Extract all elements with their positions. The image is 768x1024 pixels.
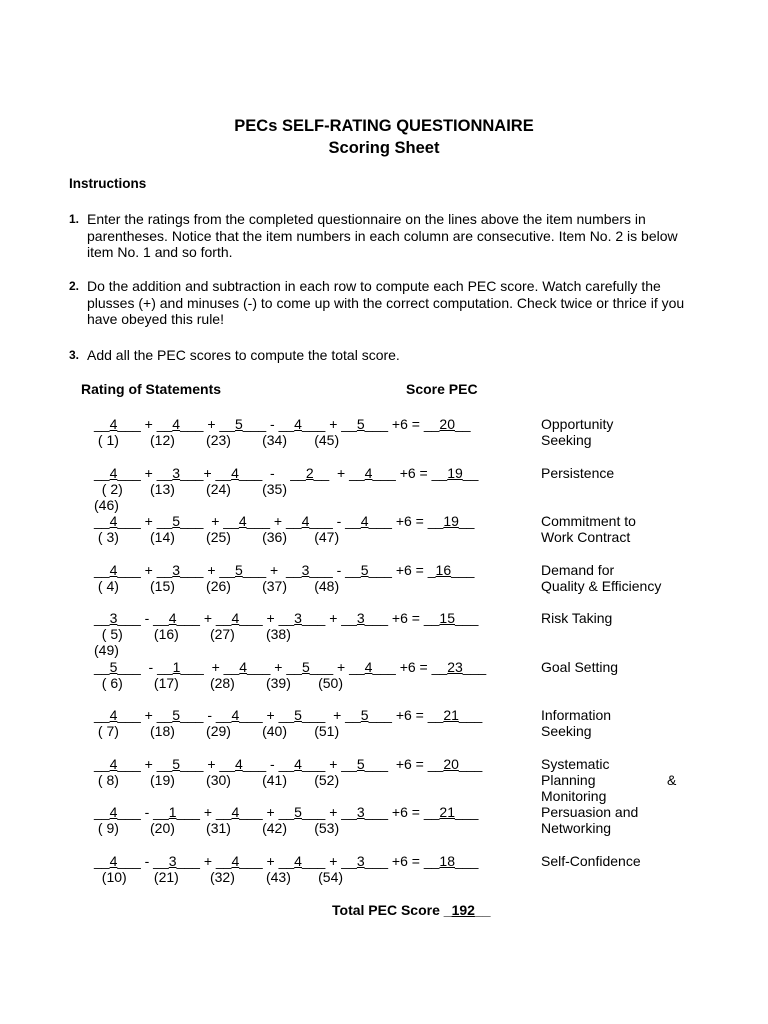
total-pec-score: Total PEC Score _192__ [332, 902, 491, 918]
page-subtitle: Scoring Sheet [328, 139, 440, 157]
pec-label: Persuasion and Networking [541, 804, 639, 836]
rating-row: __4___ - __3___ + __4___ + __4___ + __3___ +6 = __18___ [94, 853, 479, 869]
pec-label: Goal Setting [541, 659, 619, 675]
rating-row: __4___ + __4___ + __5___ - __4___ + __5___ +6 = __20__ [94, 416, 471, 432]
item-numbers: ( 7) (18) (29) (40) (51) [97, 723, 340, 739]
rating-row: __4___ + __5___ + __4___ + __4___ - __4___ +6 = __19__ [94, 513, 475, 529]
item-numbers: ( 3) (14) (25) (36) (47) [97, 529, 340, 545]
rating-row: __4___ - __1___ + __4___ + __5___ + __3___ +6 = __21___ [94, 804, 479, 820]
rating-row: __4___ + __3___ + __5___ + __3___ - __5___ +6 = _16___ [94, 562, 475, 578]
item-number-wrapped: (49) [94, 642, 119, 658]
instruction-text: Enter the ratings from the completed questionnaire on the lines above the item numbers in parentheses. Notice that the item numbers in each column are consecutive. Item No. 2 is below item No. 1 and so forth. [87, 211, 678, 261]
instruction-number: 3. [69, 348, 80, 362]
rating-row: __4___ + __5___ - __4___ + __5___ + __5___ +6 = __21___ [94, 707, 483, 723]
item-numbers: ( 5) (16) (27) (38) [101, 626, 291, 642]
item-numbers: ( 8) (19) (30) (41) (52) [97, 772, 340, 788]
item-numbers: ( 2) (13) (24) (35) [101, 481, 287, 497]
pec-label: Self-Confidence [541, 853, 641, 869]
pec-label: Systematic Planning & Monitoring [541, 756, 677, 804]
pec-label: Opportunity Seeking [541, 416, 614, 448]
rating-row: __5___ - __1___ + __4___ + __5___ + __4___ +6 = __23___ [94, 659, 487, 675]
score-pec-header: Score PEC [406, 381, 478, 397]
instructions-heading: Instructions [69, 176, 147, 191]
item-numbers: ( 6) (17) (28) (39) (50) [101, 675, 344, 691]
pec-label: Demand for Quality & Efficiency [541, 562, 662, 594]
item-number-wrapped: (46) [94, 497, 119, 513]
pec-label: Risk Taking [541, 610, 613, 626]
instruction-text: Do the addition and subtraction in each row to compute each PEC score. Watch carefully the plusses (+) and minuses (-) to come up with the correct computation. Check twice or thrice if you have obeyed this rule! [87, 278, 685, 328]
rating-row: __4___ + __3___+ __4___ - __2__ + __4___ +6 = __19__ [94, 465, 479, 481]
pec-label: Information Seeking [541, 707, 612, 739]
instruction-text: Add all the PEC scores to compute the total score. [87, 347, 400, 363]
rating-of-statements-header: Rating of Statements [81, 381, 222, 397]
rating-row: __3___ - __4___ + __4___ + __3___ + __3___ +6 = __15___ [94, 610, 479, 626]
page-title: PECs SELF-RATING QUESTIONNAIRE [234, 117, 534, 135]
item-numbers: ( 4) (15) (26) (37) (48) [97, 578, 340, 594]
pec-label: Commitment to Work Contract [541, 513, 636, 545]
instruction-number: 2. [69, 279, 80, 293]
rating-row: __4___ + __5___ + __4___ - __4___ + __5___ +6 = __20___ [94, 756, 483, 772]
item-numbers: ( 9) (20) (31) (42) (53) [97, 820, 340, 836]
item-numbers: (10) (21) (32) (43) (54) [101, 869, 344, 885]
pec-label: Persistence [541, 465, 615, 481]
item-numbers: ( 1) (12) (23) (34) (45) [97, 432, 340, 448]
instruction-number: 1. [69, 212, 80, 226]
